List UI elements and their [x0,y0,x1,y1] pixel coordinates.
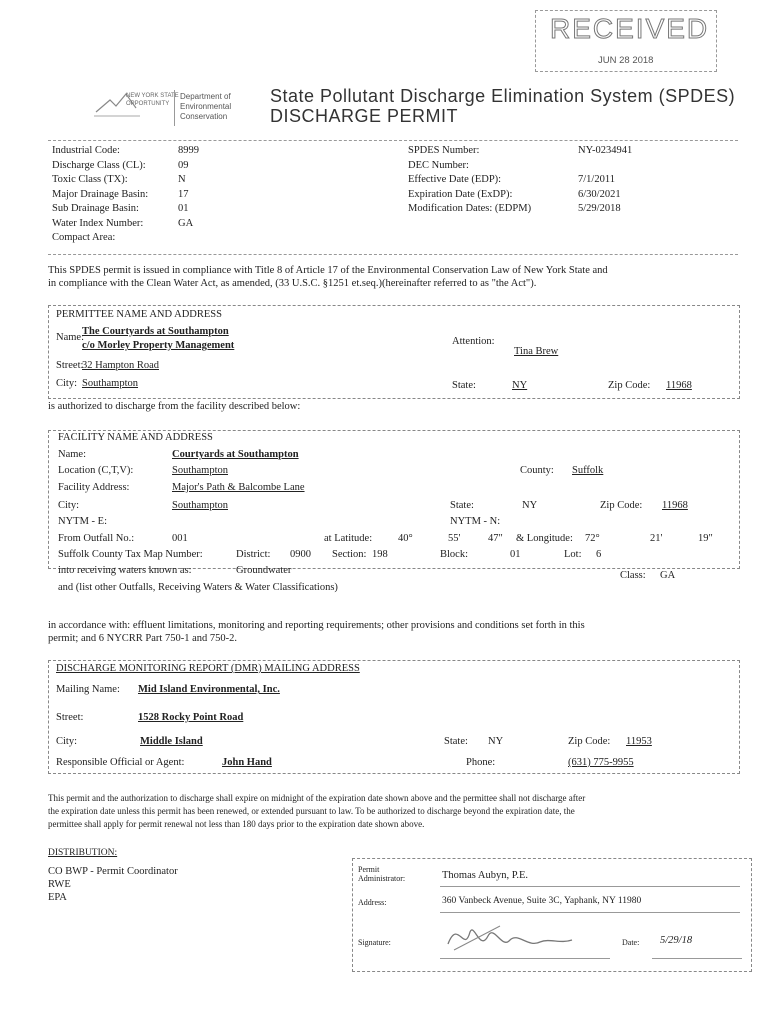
code-label: Expiration Date (ExDP): [408,188,513,200]
attention-value: Tina Brew [514,346,559,357]
intro-line2: in compliance with the Clean Water Act, as amended, (33 U.S.C. §1251 et.seq.)(hereinafter referred to as "the Act"). [48,278,537,289]
authorized-text: is authorized to discharge from the facility described below: [48,401,301,412]
permittee-name-label: Name: [56,332,84,343]
intro-line1: This SPDES permit is issued in compliance with Title 8 of Article 17 of the Environmental Conservation Law of New York State and [48,265,608,276]
dept-line3: Conservation [180,112,228,121]
permit-admin-label: Permit [358,865,380,874]
permit-admin-name: Thomas Aubyn, P.E. [442,870,529,881]
distribution-header: DISTRIBUTION: [48,848,118,858]
latitude-label: at Latitude: [324,533,373,544]
code-label: Sub Drainage Basin: [52,203,139,214]
receiving-waters-label: into receiving waters known as: [58,565,192,576]
agency-state-label: NEW YORK STATE [126,93,179,99]
signature-label: Signature: [358,938,391,947]
permittee-name2: c/o Morley Property Management [82,340,235,351]
block-label: Block: [440,549,468,560]
permittee-state: NY [512,380,528,391]
location-value: Southampton [172,465,229,476]
district-value: 0900 [290,549,311,560]
lat-deg: 40° [398,533,413,544]
county-label: County: [520,465,554,476]
code-label: Discharge Class (CL): [52,159,146,171]
facility-state: NY [522,500,538,511]
dept-line2: Environmental [180,102,232,111]
code-label: Effective Date (EDP): [408,174,502,185]
outfall-value: 001 [172,533,188,544]
district-label: District: [236,549,271,560]
taxmap-label: Suffolk County Tax Map Number: [58,549,203,560]
code-value: GA [178,217,194,229]
permittee-zip-label: Zip Code: [608,380,651,391]
facility-header: FACILITY NAME AND ADDRESS [58,432,213,443]
long-deg: 72° [585,533,600,544]
lot-label: Lot: [564,549,582,560]
facility-address: Major's Path & Balcombe Lane [172,482,305,493]
county-value: Suffolk [572,465,604,476]
code-value: 01 [178,203,189,214]
code-label: Modification Dates: (EDPM) [408,203,532,214]
dmr-phone: (631) 775-9955 [568,757,634,768]
dmr-street: 1528 Rocky Point Road [138,712,244,723]
expiry-line2: the expiration date unless this permit has been renewed, or extended pursuant to law. To be authorized to discharge beyond the expiration date, the [48,806,575,816]
permit-title: State Pollutant Discharge Elimination System (SPDES) [270,86,736,106]
permittee-zip: 11968 [666,380,692,391]
block-value: 01 [510,549,521,560]
expiry-line1: This permit and the authorization to discharge shall expire on midnight of the expiration date shown above and the permittee shall not discharge after [48,793,586,803]
permittee-city: Southampton [82,378,139,389]
code-value: 17 [178,188,189,200]
admin-address: 360 Vanbeck Avenue, Suite 3C, Yaphank, NY 11980 [442,896,642,906]
dmr-phone-label: Phone: [466,757,496,768]
code-label: DEC Number: [408,159,469,171]
code-label: Compact Area: [52,232,116,243]
received-stamp [535,10,717,72]
dmr-state-label: State: [444,736,468,747]
received-stamp-date: JUN 28 2018 [598,55,654,66]
lot-value: 6 [596,549,602,560]
permittee-street: 32 Hampton Road [82,360,159,371]
dmr-official-label: Responsible Official or Agent: [56,757,185,768]
dmr-street-label: Street: [56,712,84,723]
permittee-street-label: Street: [56,360,84,371]
lat-min: 55' [448,533,461,544]
code-value: 7/1/2011 [578,174,615,185]
facility-zip-label: Zip Code: [600,500,643,511]
dmr-mailing-name: Mid Island Environmental, Inc. [138,684,280,695]
date-label: Date: [622,938,640,947]
dmr-state: NY [488,736,504,747]
code-value: 8999 [178,145,199,156]
long-sec: 19" [698,533,713,544]
section-value: 198 [372,549,388,560]
nytm-e-label: NYTM - E: [58,516,107,527]
class-value: GA [660,570,676,581]
distribution-item: EPA [48,892,67,903]
facility-city-label: City: [58,500,80,511]
permittee-city-label: City: [56,378,78,389]
dmr-mailing-label: Mailing Name: [56,684,120,695]
permit-admin-label2: Administrator: [358,874,406,883]
attention-label: Attention: [452,336,495,347]
code-value: 6/30/2021 [578,188,621,200]
expiry-line3: permittee shall apply for permit renewal not less than 180 days prior to the expiration date shown above. [48,819,425,829]
lat-sec: 47" [488,533,503,544]
nytm-n-label: NYTM - N: [450,516,501,527]
dmr-city: Middle Island [140,736,203,747]
dmr-official: John Hand [222,757,272,768]
code-label: Toxic Class (TX): [52,174,128,185]
permittee-state-label: State: [452,380,476,391]
section-label: Section: [332,549,367,560]
code-label: SPDES Number: [408,145,480,156]
accordance-line1: in accordance with: effluent limitations, monitoring and reporting requirements; other provisions and conditions set forth in this [48,620,585,631]
dmr-zip-label: Zip Code: [568,736,611,747]
dmr-zip: 11953 [626,736,652,747]
code-value: NY-0234941 [578,145,633,156]
accordance-line2: permit; and 6 NYCRR Part 750-1 and 750-2. [48,633,237,644]
facility-state-label: State: [450,500,474,511]
outfall-label: From Outfall No.: [58,533,135,544]
code-label: Water Index Number: [52,217,144,229]
distribution-item: RWE [48,879,71,890]
distribution-item: CO BWP - Permit Coordinator [48,866,178,877]
other-outfalls-text: and (list other Outfalls, Receiving Waters & Water Classifications) [58,582,338,593]
dmr-header: DISCHARGE MONITORING REPORT (DMR) MAILING ADDRESS [56,663,360,674]
code-value: 5/29/2018 [578,203,621,214]
agency-opportunity-label: OPPORTUNITY [126,101,170,107]
permittee-name1: The Courtyards at Southampton [82,326,229,337]
code-label: Industrial Code: [52,145,120,156]
receiving-waters: Groundwater [236,565,292,576]
code-value: N [178,174,186,185]
facility-zip: 11968 [662,500,688,511]
dept-line1: Department of [180,92,231,101]
address-label: Address: [358,898,387,907]
long-min: 21' [650,533,663,544]
permit-subtitle: DISCHARGE PERMIT [270,106,459,126]
facility-city: Southampton [172,500,229,511]
handwritten-signature [440,914,580,960]
facility-name: Courtyards at Southampton [172,449,299,460]
longitude-label: & Longitude: [516,533,573,544]
class-label: Class: [620,570,646,581]
signature-date: 5/29/18 [660,935,693,946]
permittee-header: PERMITTEE NAME AND ADDRESS [56,309,222,320]
code-value: 09 [178,159,189,171]
facility-address-label: Facility Address: [58,482,130,493]
facility-name-label: Name: [58,449,86,460]
dmr-city-label: City: [56,736,78,747]
received-stamp-text: RECEIVED [550,13,710,44]
location-label: Location (C,T,V): [58,465,134,476]
code-label: Major Drainage Basin: [52,188,149,200]
